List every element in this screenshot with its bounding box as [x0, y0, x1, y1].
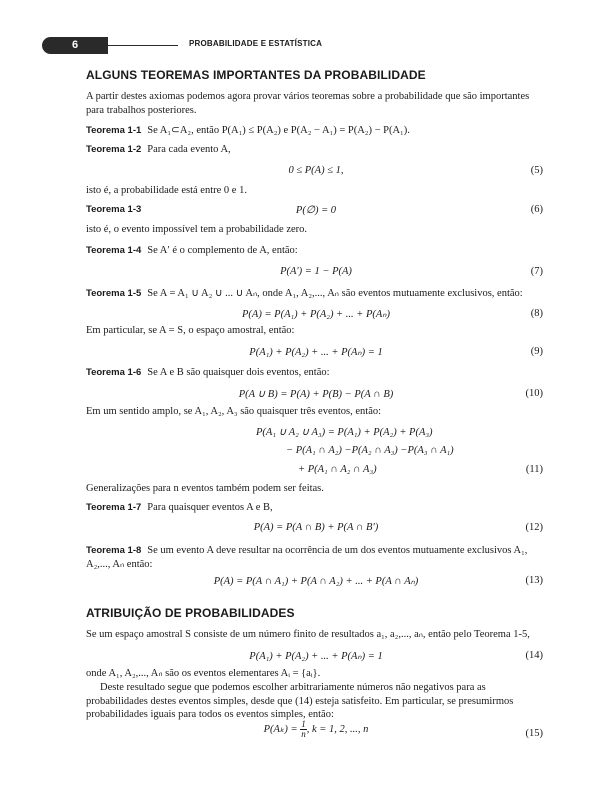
assignment-paragraph-3: Deste resultado segue que podemos escolher arbitrariamente números não negativos para as probabilidades destes eventos simples, desde que (14) esteja satisfeito. Em particular, se presumirmos probabilidades iguais para todos os eventos simples, então: [86, 682, 514, 720]
equation-12: P(A) = P(A ∩ B) + P(A ∩ B′) [253, 522, 379, 533]
equation-15-right: , k = 1, 2, ..., n [306, 723, 369, 735]
equation-number-5: (5) [530, 165, 543, 176]
theorem-text: Se um evento A deve resultar na ocorrência de um dos eventos mutuamente exclusivos A₁, A₂,..., Aₙ então: [86, 545, 528, 570]
theorem-text: Para cada evento A, [147, 144, 231, 155]
equation-number-14: (14) [525, 650, 543, 661]
intro-paragraph: A partir destes axiomas podemos agora provar vários teoremas sobre a probabilidade que são importantes para trabalhos posteriores. [86, 91, 530, 116]
equation-7: P(A′) = 1 − P(A) [280, 266, 352, 277]
equation-11-line-1: P(A₁ ∪ A₂ ∪ A₃) = P(A₁) + P(A₂) + P(A₃) [256, 427, 433, 438]
theorem-1-5 [86, 287, 546, 299]
equation-15-left: P(Aₖ) = [263, 723, 301, 735]
equation-15 [86, 720, 546, 739]
theorem-1-2-note: isto é, a probabilidade está entre 0 e 1. [86, 185, 247, 196]
equation-13: P(A) = P(A ∩ A₁) + P(A ∩ A₂) + ... + P(A ∩ Aₙ) [213, 576, 419, 587]
fraction-denominator: n [301, 729, 306, 739]
equation-number-9: (9) [530, 346, 543, 357]
theorem-1-2 [86, 144, 546, 155]
theorem-1-4 [86, 245, 546, 256]
theorem-text: Para quaisquer eventos A e B, [147, 502, 273, 513]
header-rule [108, 45, 178, 46]
equation-14: P(A₁) + P(A₂) + ... + P(Aₙ) = 1 [249, 651, 383, 662]
equation-number-7: (7) [530, 266, 543, 277]
equation-6: P(∅) = 0 [295, 205, 337, 216]
assignment-paragraph-1: Se um espaço amostral S consiste de um número finito de resultados a₁, a₂,..., aₙ, então pelo Teorema 1-5, [86, 629, 530, 640]
theorem-text: Se A₁⊂A₂, então P(A₁) ≤ P(A₂) e P(A₂ − A₁) = P(A₂) − P(A₁). [147, 125, 410, 136]
theorem-1-5-note: Em particular, se A = S, o espaço amostral, então: [86, 325, 295, 336]
theorem-1-3-note: isto é, o evento impossível tem a probabilidade zero. [86, 224, 308, 235]
equation-8: P(A) = P(A₁) + P(A₂) + ... + P(Aₙ) [242, 309, 390, 320]
equation-number-11: (11) [525, 464, 543, 475]
page-number: 6 [42, 37, 108, 54]
equation-11-line-3: + P(A₁ ∩ A₂ ∩ A₃) [298, 464, 377, 475]
equation-9: P(A₁) + P(A₂) + ... + P(Aₙ) = 1 [249, 347, 383, 358]
theorem-label: Teorema 1-7 [86, 502, 142, 513]
theorem-text: Se A = A₁ ∪ A₂ ∪ ... ∪ Aₙ, onde A₁, A₂,..., Aₙ são eventos mutuamente exclusivos, então: [147, 288, 523, 299]
equation-11-line-2: − P(A₁ ∩ A₂) −P(A₂ ∩ A₃) −P(A₃ ∩ A₁) [286, 445, 454, 456]
theorem-label: Teorema 1-8 [86, 545, 142, 556]
theorem-label: Teorema 1-3 [86, 204, 142, 215]
equation-number-10: (10) [525, 388, 543, 399]
fraction-numerator: 1 [301, 719, 306, 729]
equation-number-8: (8) [530, 308, 543, 319]
theorem-1-6-note-2: Generalizações para n eventos também podem ser feitas. [86, 483, 324, 494]
equation-number-15: (15) [525, 728, 543, 739]
theorem-1-1 [86, 124, 546, 136]
theorem-text: Se A e B são quaisquer dois eventos, então: [147, 367, 330, 378]
equation-number-12: (12) [525, 522, 543, 533]
equation-number-6: (6) [530, 204, 543, 215]
theorem-label: Teorema 1-6 [86, 367, 142, 378]
assignment-paragraph-2: onde A₁, A₂,..., Aₙ são os eventos elementares Aᵢ = {aᵢ}. [86, 668, 321, 679]
theorem-1-6-note: Em um sentido amplo, se A₁, A₂, A₃ são quaisquer três eventos, então: [86, 406, 382, 417]
theorem-text: Se A′ é o complemento de A, então: [147, 245, 298, 256]
theorem-1-8 [86, 544, 546, 571]
theorem-label: Teorema 1-2 [86, 144, 142, 155]
equation-5: 0 ≤ P(A) ≤ 1, [288, 165, 344, 176]
page-header [42, 36, 562, 56]
equation-number-13: (13) [525, 575, 543, 586]
theorem-label: Teorema 1-5 [86, 288, 142, 299]
theorem-1-6 [86, 367, 546, 378]
running-title: PROBABILIDADE E ESTATÍSTICA [189, 39, 323, 48]
section-title-assignment: ATRIBUIÇÃO DE PROBABILIDADES [86, 606, 295, 620]
section-title-theorems: ALGUNS TEOREMAS IMPORTANTES DA PROBABILIDADE [86, 68, 426, 82]
theorem-label: Teorema 1-4 [86, 245, 142, 256]
equation-10: P(A ∪ B) = P(A) + P(B) − P(A ∩ B) [238, 389, 394, 400]
theorem-label: Teorema 1-1 [86, 125, 142, 136]
theorem-1-7 [86, 502, 546, 513]
